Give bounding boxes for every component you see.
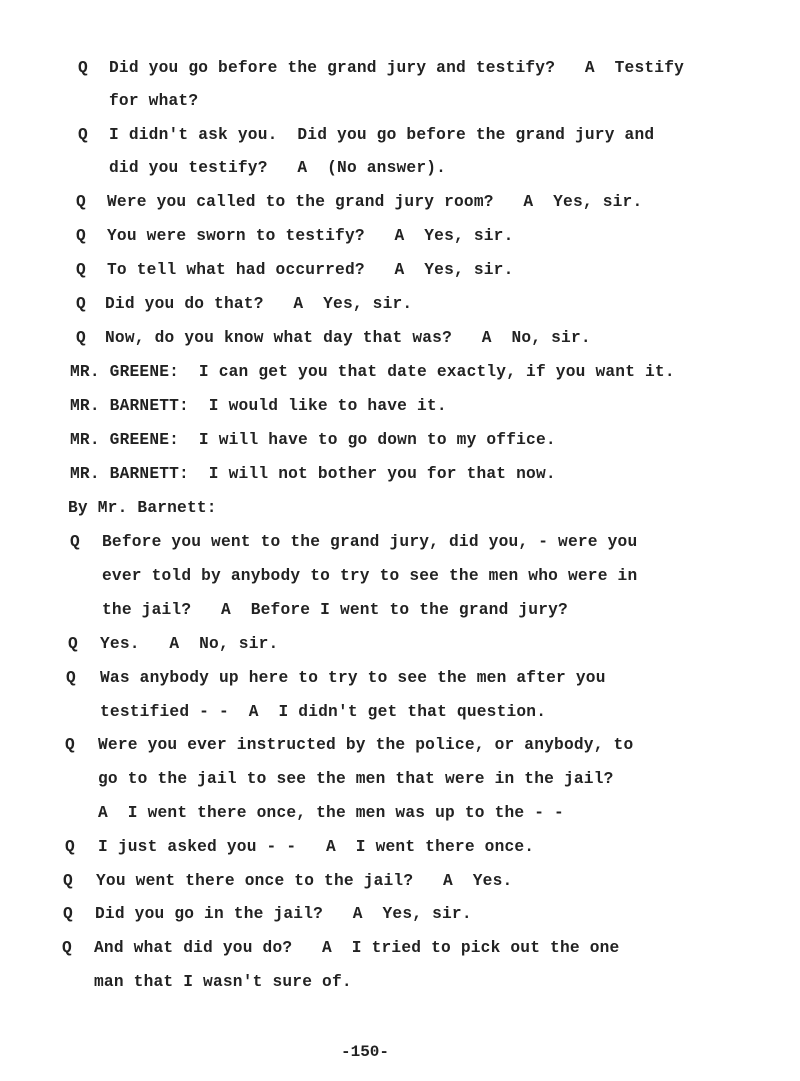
transcript-line: Did you go in the jail? A Yes, sir. bbox=[95, 905, 472, 923]
question-marker: Q bbox=[78, 126, 88, 144]
speaker-statement: MR. GREENE: I will have to go down to my office. bbox=[70, 431, 556, 449]
transcript-line: did you testify? A (No answer). bbox=[109, 159, 447, 177]
transcript-line: Now, do you know what day that was? A No, sir. bbox=[105, 329, 591, 347]
transcript-line: And what did you do? A I tried to pick out the one bbox=[94, 939, 620, 957]
transcript-line: I didn't ask you. Did you go before the grand jury and bbox=[109, 126, 655, 144]
question-marker: Q bbox=[65, 838, 75, 856]
transcript-line: the jail? A Before I went to the grand jury? bbox=[102, 601, 568, 619]
page-number: -150- bbox=[340, 1043, 389, 1061]
question-marker: Q bbox=[76, 227, 86, 245]
question-marker: Q bbox=[76, 329, 86, 347]
transcript-line: Did you do that? A Yes, sir. bbox=[105, 295, 413, 313]
transcript-line: go to the jail to see the men that were in the jail? bbox=[98, 770, 614, 788]
transcript-line: Did you go before the grand jury and testify? A Testify bbox=[109, 59, 685, 77]
speaker-statement: MR. GREENE: I can get you that date exactly, if you want it. bbox=[70, 363, 675, 381]
transcript-line: Yes. A No, sir. bbox=[100, 635, 279, 653]
question-marker: Q bbox=[66, 669, 76, 687]
speaker-statement: MR. BARNETT: I will not bother you for that now. bbox=[70, 465, 556, 483]
answer-line: A I went there once, the men was up to the - - bbox=[98, 804, 564, 822]
question-marker: Q bbox=[70, 533, 80, 551]
transcript-line: I just asked you - - A I went there once. bbox=[98, 838, 535, 856]
transcript-line: Were you called to the grand jury room? A Yes, sir. bbox=[107, 193, 643, 211]
transcript-line: man that I wasn't sure of. bbox=[94, 973, 352, 991]
question-marker: Q bbox=[78, 59, 88, 77]
transcript-line: for what? bbox=[109, 92, 199, 110]
transcript-line: Was anybody up here to try to see the men after you bbox=[100, 669, 606, 687]
question-marker: Q bbox=[63, 905, 73, 923]
speaker-statement: MR. BARNETT: I would like to have it. bbox=[70, 397, 447, 415]
question-marker: Q bbox=[68, 635, 78, 653]
transcript-line: testified - - A I didn't get that question. bbox=[100, 703, 547, 721]
question-marker: Q bbox=[76, 193, 86, 211]
question-marker: Q bbox=[76, 295, 86, 313]
transcript-line: You went there once to the jail? A Yes. bbox=[96, 872, 513, 890]
question-marker: Q bbox=[65, 736, 75, 754]
transcript-line: You were sworn to testify? A Yes, sir. bbox=[107, 227, 514, 245]
examination-heading: By Mr. Barnett: bbox=[68, 499, 217, 517]
transcript-line: Before you went to the grand jury, did you, - were you bbox=[102, 533, 638, 551]
transcript-line: Were you ever instructed by the police, or anybody, to bbox=[98, 736, 634, 754]
transcript-line: ever told by anybody to try to see the men who were in bbox=[102, 567, 638, 585]
question-marker: Q bbox=[76, 261, 86, 279]
question-marker: Q bbox=[62, 939, 72, 957]
transcript-line: To tell what had occurred? A Yes, sir. bbox=[107, 261, 514, 279]
question-marker: Q bbox=[63, 872, 73, 890]
